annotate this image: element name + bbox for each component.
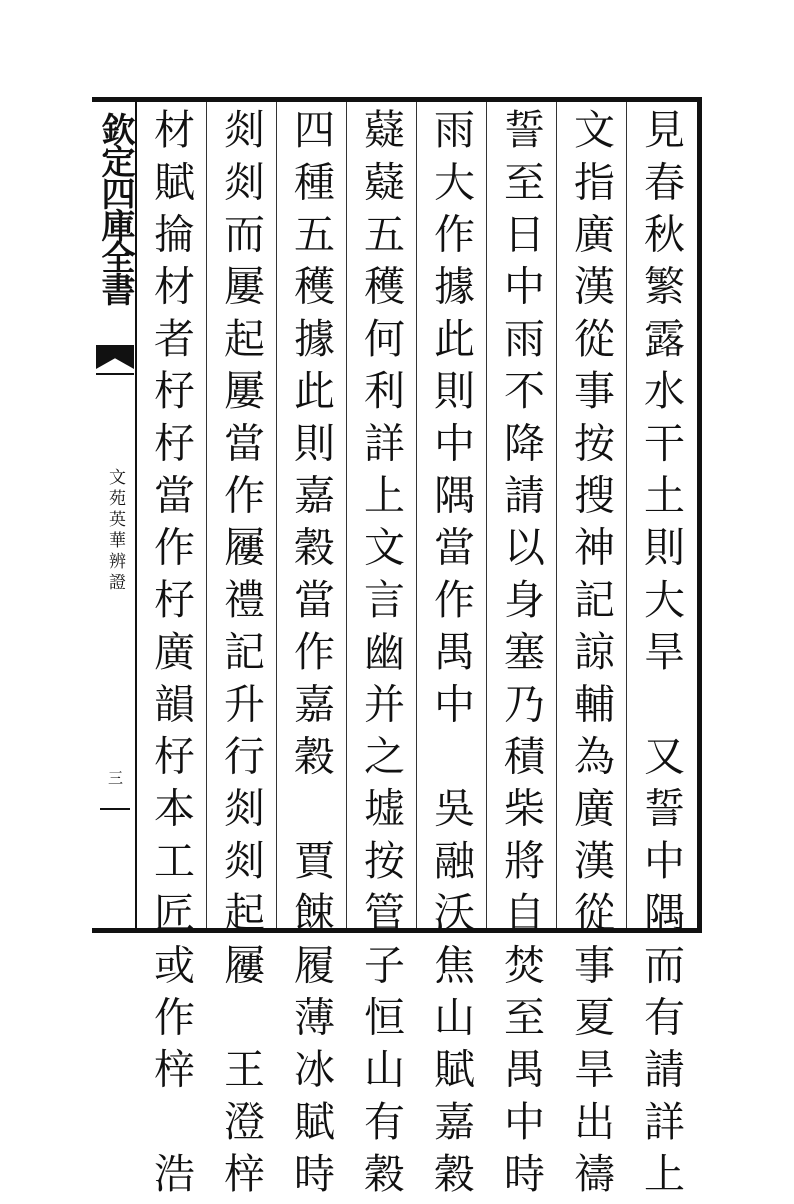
fishtail-underline [96, 373, 134, 375]
text-column-8: 材賦掄材者杍杍當作杍廣韻杍本工匠或作梓 浩 [147, 108, 195, 1204]
column-divider [626, 102, 627, 928]
text-column-3: 誓至日中雨不降請以身塞乃積柴將自焚至禺中時 [497, 108, 545, 1204]
text-column-2: 文指廣漢從事按搜神記諒輔為廣漢從事夏旱出禱 [567, 108, 615, 1204]
text-column-7: 剡剡而屢起屢當作屨禮記升行剡剡起屨 王澄梓 [217, 108, 265, 1204]
column-divider [206, 102, 207, 928]
leaf-number-mark [100, 808, 130, 810]
column-divider [346, 102, 347, 928]
text-column-1: 見春秋繁露水干土則大旱 又誓中隅而有請詳上 [637, 108, 685, 1204]
section-title: 文苑英華辨證 [105, 468, 125, 594]
book-title: 欽定四庫全書 [95, 112, 135, 304]
column-divider [276, 102, 277, 928]
text-column-5: 薿薿五穫何利詳上文言幽并之墟按管子恒山有穀 [357, 108, 405, 1204]
text-column-4: 雨大作據此則中隅當作禺中 吳融沃焦山賦嘉穀 [427, 108, 475, 1204]
column-divider [556, 102, 557, 928]
column-divider [486, 102, 487, 928]
column-divider [416, 102, 417, 928]
text-column-6: 四種五穫據此則嘉穀當作嘉穀 賈餗履薄冰賦時 [287, 108, 335, 1204]
leaf-number: 三 [106, 770, 124, 785]
